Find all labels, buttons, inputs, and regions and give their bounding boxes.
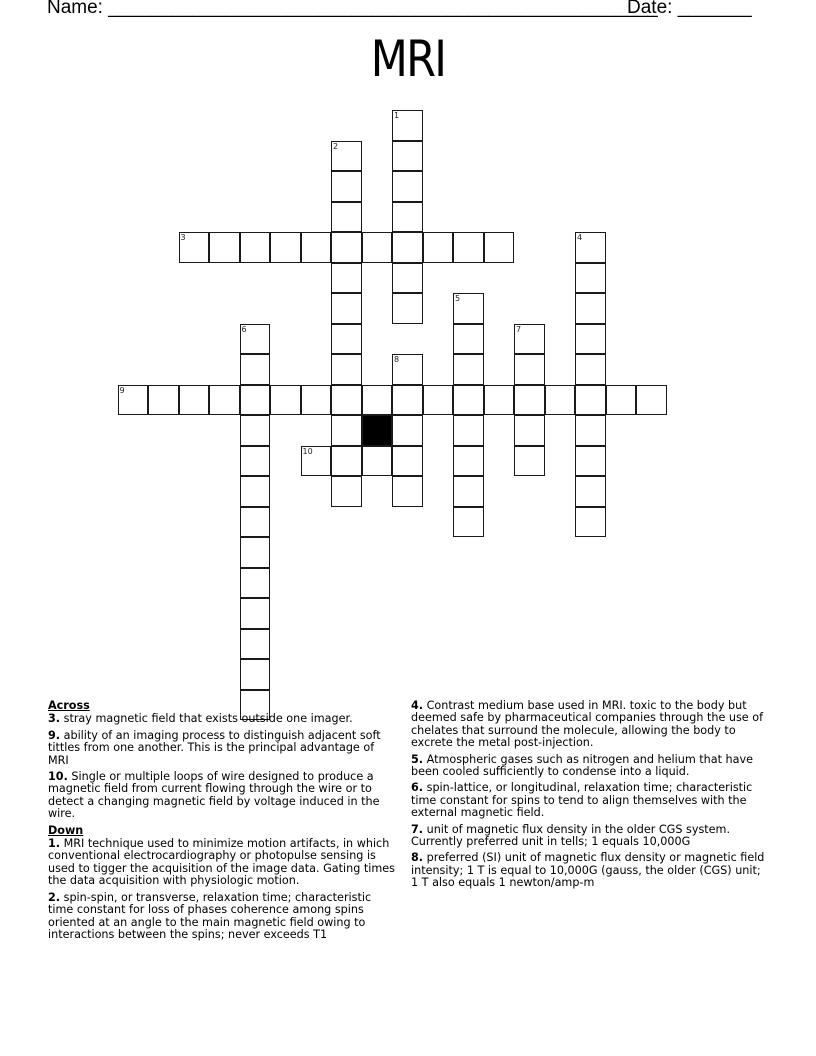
grid-cell[interactable]: [118, 385, 149, 416]
grid-cell[interactable]: [575, 324, 606, 355]
cell-number: 1: [394, 111, 400, 120]
grid-cell[interactable]: [392, 415, 423, 446]
grid-cell[interactable]: [240, 415, 271, 446]
clue-number: 7.: [411, 822, 424, 836]
clue-number: 1.: [48, 837, 61, 851]
grid-cell[interactable]: [575, 507, 606, 538]
grid-cell[interactable]: [240, 232, 271, 263]
grid-cell[interactable]: [362, 232, 393, 263]
grid-cell[interactable]: [392, 232, 423, 263]
down-heading: Down: [48, 823, 84, 837]
clue-text: ability of an imaging process to distinguish adjacent soft tittles from one another. This is the principal advantage of MRI: [48, 728, 381, 767]
grid-cell[interactable]: [392, 141, 423, 172]
grid-cell[interactable]: [575, 476, 606, 507]
grid-cell[interactable]: [423, 232, 454, 263]
cell-number: 5: [455, 294, 461, 303]
grid-cell[interactable]: [575, 293, 606, 324]
grid-cell[interactable]: [331, 446, 362, 477]
grid-cell[interactable]: [331, 324, 362, 355]
grid-cell[interactable]: [575, 232, 606, 263]
grid-cell[interactable]: [270, 232, 301, 263]
name-field[interactable]: Name: ____________________________________________________: [47, 0, 658, 18]
grid-cell[interactable]: [514, 446, 545, 477]
grid-cell[interactable]: [331, 171, 362, 202]
grid-cell[interactable]: [575, 415, 606, 446]
cell-number: 9: [119, 385, 125, 395]
clues-left-column: [48, 700, 398, 945]
clue-number: 6.: [411, 781, 424, 795]
grid-cell[interactable]: [240, 629, 271, 660]
grid-cell[interactable]: [453, 293, 484, 324]
clue-down-1: [48, 838, 398, 888]
grid-cell[interactable]: [453, 507, 484, 538]
grid-cell[interactable]: [331, 263, 362, 294]
clue-down-2: [48, 892, 398, 942]
grid-cell[interactable]: [240, 385, 271, 416]
grid-cell[interactable]: [453, 476, 484, 507]
grid-cell[interactable]: [514, 324, 545, 355]
date-field[interactable]: Date: _______: [627, 0, 752, 18]
grid-cell[interactable]: [362, 446, 393, 477]
cell-number: 10: [302, 446, 313, 456]
cell-number: 6: [241, 324, 247, 334]
grid-cell[interactable]: [240, 537, 271, 568]
clue-across-9: [48, 730, 398, 767]
clue-text: Single or multiple loops of wire designed to produce a magnetic field from current flowing through the wire or to detect a changing magnetic field by voltage induced in the wire.: [48, 770, 380, 821]
clues-right-column: [411, 700, 766, 894]
grid-cell[interactable]: [453, 385, 484, 416]
grid-cell[interactable]: [575, 385, 606, 416]
grid-cell[interactable]: [453, 354, 484, 385]
clue-down-7: [411, 824, 766, 849]
grid-cell[interactable]: [392, 110, 423, 141]
clue-text: Contrast medium base used in MRI. toxic to the body but deemed safe by pharmaceutical companies through the use of chelates that surround the molecule, allowing the body to excrete the metal post-injection.: [411, 699, 764, 750]
grid-cell[interactable]: [179, 385, 210, 416]
grid-cell[interactable]: [331, 385, 362, 416]
clue-number: 5.: [411, 752, 424, 766]
grid-cell[interactable]: [240, 507, 271, 538]
clue-text: stray magnetic field that exists outside one imager.: [63, 712, 353, 726]
grid-cell[interactable]: [453, 324, 484, 355]
grid-cell[interactable]: [240, 659, 271, 690]
clue-text: MRI technique used to minimize motion artifacts, in which conventional electrocardiography or photopulse sensing is used to tigger the acquisition of the image data. Gating times the data acquisition with physiologic motion.: [48, 837, 395, 888]
grid-cell[interactable]: [514, 385, 545, 416]
grid-cell[interactable]: [270, 385, 301, 416]
grid-cell[interactable]: [545, 385, 576, 416]
grid-cell[interactable]: [331, 141, 362, 172]
grid-cell[interactable]: [209, 385, 240, 416]
clue-number: 8.: [411, 851, 424, 865]
clue-down-6: [411, 782, 766, 819]
grid-cell[interactable]: [606, 385, 637, 416]
grid-cell[interactable]: [301, 232, 332, 263]
grid-cell[interactable]: [362, 385, 393, 416]
grid-cell[interactable]: [423, 385, 454, 416]
clue-text: spin-spin, or transverse, relaxation time; characteristic time constant for loss of phases coherence among spins oriented at an angle to the main magnetic field owing to interactions between the spins; never exceeds T1: [48, 890, 372, 941]
cell-number: 8: [394, 355, 400, 364]
grid-cell[interactable]: [453, 232, 484, 263]
grid-cell[interactable]: [453, 446, 484, 477]
grid-cell[interactable]: [240, 354, 271, 385]
grid-cell[interactable]: [301, 446, 332, 477]
grid-cell[interactable]: [331, 232, 362, 263]
clue-number: 10.: [48, 770, 68, 784]
grid-cell[interactable]: [331, 476, 362, 507]
grid-cell[interactable]: [392, 293, 423, 324]
grid-cell[interactable]: [392, 354, 423, 385]
grid-cell[interactable]: [392, 385, 423, 416]
grid-cell[interactable]: [240, 324, 271, 355]
black-cell: [362, 415, 393, 446]
grid-cell[interactable]: [240, 446, 271, 477]
cell-number: 4: [577, 233, 583, 242]
grid-cell[interactable]: [179, 232, 210, 263]
grid-cell[interactable]: [209, 232, 240, 263]
grid-cell[interactable]: [575, 354, 606, 385]
grid-cell[interactable]: [392, 202, 423, 233]
grid-cell[interactable]: [331, 354, 362, 385]
clue-across-3: [48, 713, 398, 725]
clue-down-5: [411, 754, 766, 779]
grid-cell[interactable]: [636, 385, 667, 416]
grid-cell[interactable]: [392, 263, 423, 294]
clue-text: unit of magnetic flux density in the older CGS system. Currently preferred unit in tells; 1 equals 10,000G: [411, 822, 731, 849]
across-heading: Across: [48, 699, 90, 712]
grid-cell[interactable]: [392, 476, 423, 507]
grid-cell[interactable]: [484, 232, 515, 263]
clue-text: preferred (SI) unit of magnetic flux density or magnetic field intensity; 1 T is equal to 10,000G (gauss, the older (CGS) unit; 1 T also equals 1 newton/amp-m: [411, 851, 765, 890]
cell-number: 2: [333, 141, 339, 151]
grid-cell[interactable]: [453, 415, 484, 446]
grid-cell[interactable]: [301, 385, 332, 416]
grid-cell[interactable]: [484, 385, 515, 416]
clue-text: spin-lattice, or longitudinal, relaxation time; characteristic time constant for spins to tend to align themselves with the external magnetic field.: [411, 781, 753, 820]
grid-cell[interactable]: [240, 476, 271, 507]
cell-number: 7: [516, 324, 522, 334]
grid-cell[interactable]: [240, 598, 271, 629]
clue-number: 3.: [48, 712, 61, 726]
grid-cell[interactable]: [575, 263, 606, 294]
clue-number: 9.: [48, 728, 61, 742]
cell-number: 3: [180, 233, 186, 242]
puzzle-title: MRI: [370, 30, 446, 88]
clue-down-4: [411, 700, 766, 750]
grid-cell[interactable]: [148, 385, 179, 416]
clue-down-8: [411, 852, 766, 889]
grid-cell[interactable]: [331, 415, 362, 446]
grid-cell[interactable]: [514, 415, 545, 446]
grid-cell[interactable]: [331, 293, 362, 324]
grid-cell[interactable]: [514, 354, 545, 385]
grid-cell[interactable]: [240, 568, 271, 599]
grid-cell[interactable]: [331, 202, 362, 233]
clue-number: 2.: [48, 890, 61, 904]
grid-cell[interactable]: [392, 446, 423, 477]
clue-across-10: [48, 771, 398, 821]
grid-cell[interactable]: [392, 171, 423, 202]
clue-text: Atmospheric gases such as nitrogen and helium that have been cooled sufficiently to condense into a liquid.: [411, 752, 754, 779]
clue-number: 4.: [411, 699, 424, 712]
grid-cell[interactable]: [575, 446, 606, 477]
